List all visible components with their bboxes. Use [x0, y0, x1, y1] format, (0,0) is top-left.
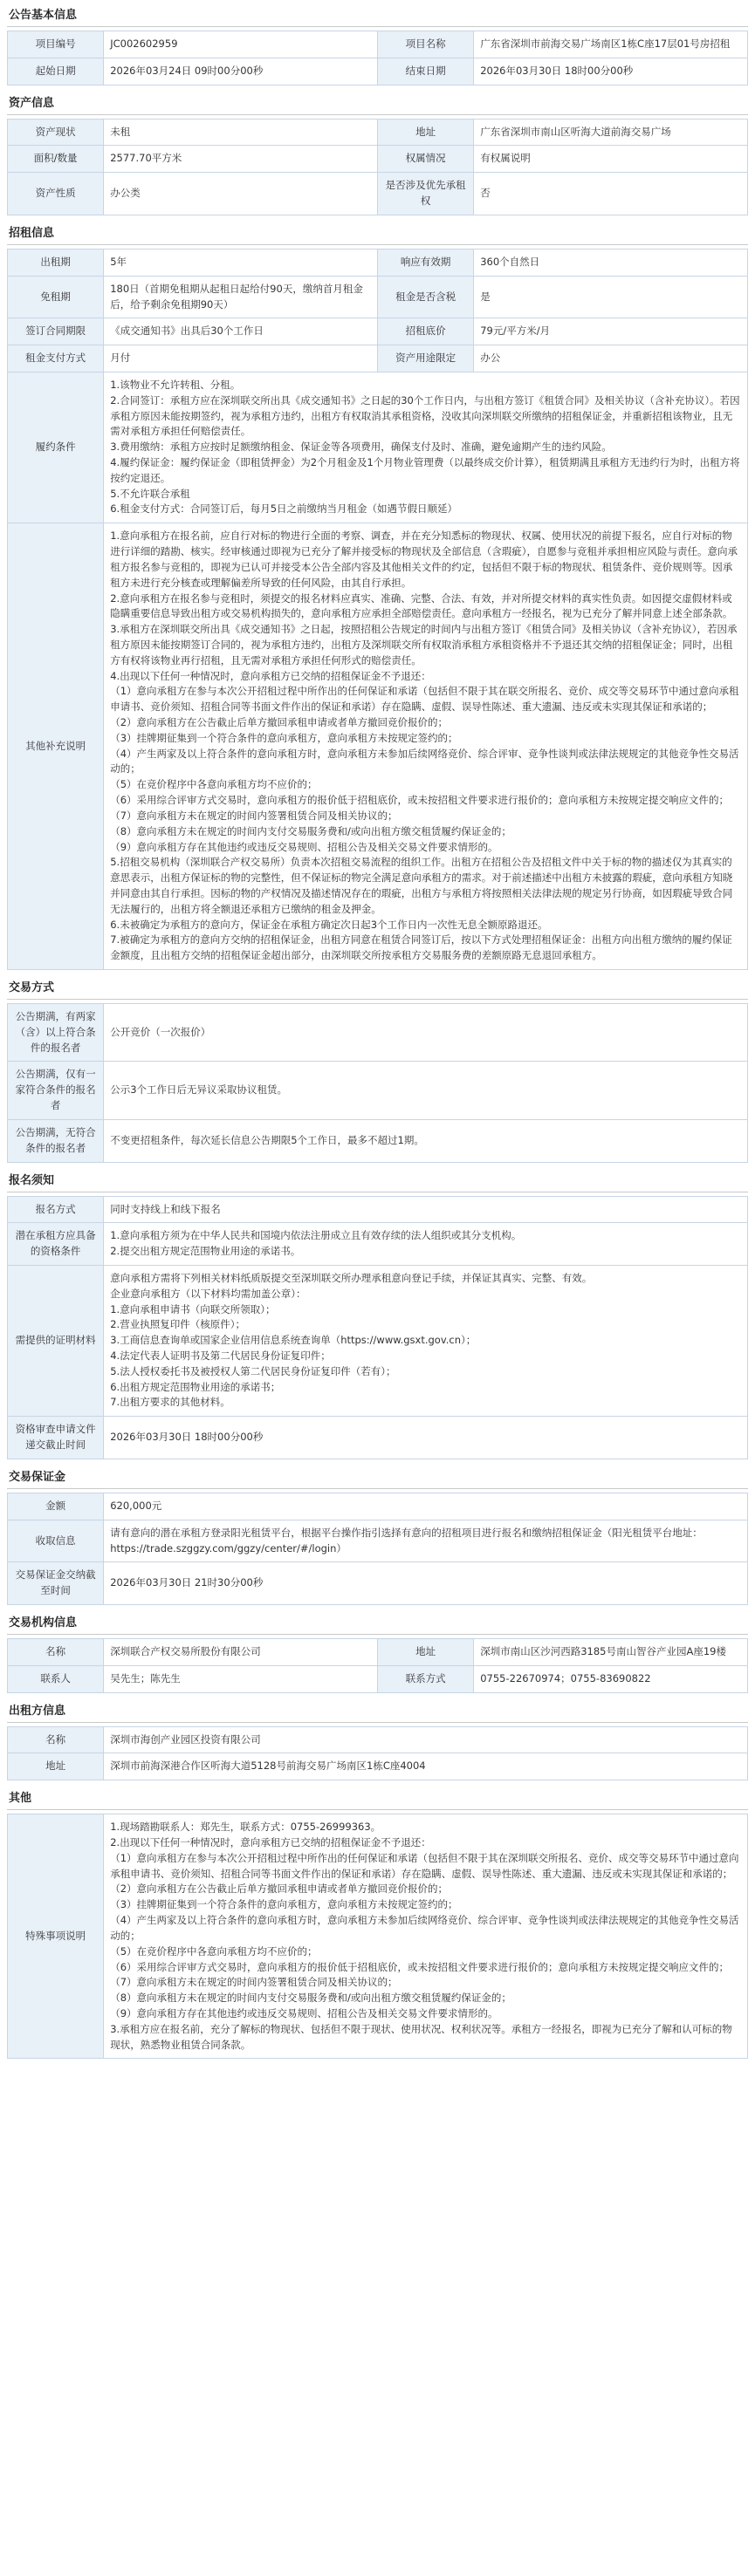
agency-contact: 吴先生；陈先生: [104, 1665, 378, 1692]
owner-address: 深圳市前海深港合作区听海大道5128号前海交易广场南区1栋C座4004: [104, 1753, 748, 1780]
field-label: 资产现状: [8, 119, 104, 146]
section-title: 交易保证金: [7, 1466, 748, 1489]
end-date: 2026年03月30日 18时00分00秒: [474, 58, 748, 85]
owner-table: [7, 1726, 748, 1781]
special-notes: 1.现场踏勘联系人：郑先生，联系方式：0755-26999363。 2.出现以下任何一种情况时，意向承租方已交纳的招租保证金不予退还： （1）意向承租方在参与本次公开招租过程中所作出的任何保证和承诺（包括但不限于其在深圳联交所报名、竞价、成交等交易环节中通过意向承租申请书、竞价须知、招租合同等书面文件作出的保证和承诺）存在隐瞒、虚假、误导性陈述、重大遗漏、违反或未实现其保证和承诺的； （2）意向承租方在公告截止后单方撤回承租申请或者单方撤回竞价报价的； （3）挂牌期征集到一个符合条件的意向承租方，意向承租方未按规定签约的； （4）产生两家及以上符合条件的意向承租方时，意向承租方未参加后续网络竞价、综合评审、竞争性谈判或法律法规规定的其他竞争性交易活动的； （5）在竞价程序中各意向承租方均不应价的； （6）采用综合评审方式交易时，意向承租方的报价低于招租底价，或未按招租文件要求进行报价的；意向承租方未按规定提交响应文件的； （7）意向承租方未在规定的时间内签署租赁合同及相关协议的； （8）意向承租方未在规定的时间内支付交易服务费和/或向出租方缴交租赁履约保证金的； （9）意向承租方存在其他违约或违反交易规则、招租公告及相关交易文件要求情形的。 3.承租方应在报名前，充分了解标的物现状、包括但不限于现状、使用状况、权利状况等。承租方一经报名，即视为已充分了解和认可标的物现状，熟悉物业租赁合同条款。: [104, 1814, 748, 2059]
required-materials: 意向承租方需将下列相关材料纸质版提交至深圳联交所办理承租意向登记手续，并保证其真实、完整、有效。 企业意向承租方（以下材料均需加盖公章）： 1.意向承租申请书（向联交所领取）； 2.营业执照复印件（核原件）； 3.工商信息查询单或国家企业信用信息系统查询单（https://www.gsxt.gov.cn）； 4.法定代表人证明书及第二代居民身份证复印件； 5.法人授权委托书及被授权人第二代居民身份证复印件（若有）； 6.出租方规定范围物业用途的承诺书； 7.出租方要求的其他材料。: [104, 1265, 748, 1416]
payment-method: 月付: [104, 345, 378, 372]
section-title: 公告基本信息: [7, 3, 748, 27]
asset-status: 未租: [104, 119, 378, 146]
field-label: 其他补充说明: [8, 523, 104, 970]
lease-table: [7, 249, 748, 970]
asset-address: 广东省深圳市南山区听海大道前海交易广场: [474, 119, 748, 146]
field-label: 签订合同期限: [8, 318, 104, 345]
table-row: [8, 1520, 748, 1562]
table-row: [8, 173, 748, 215]
table-row: [8, 1196, 748, 1223]
table-row: [8, 1119, 748, 1162]
collection-info: 请有意向的潜在承租方登录阳光租赁平台，根据平台操作指引选择有意向的招租项目进行报名和缴纳招租保证金（阳光租赁平台地址：https://trade.szggzy.com/ggzy/center/#/login）: [104, 1520, 748, 1562]
field-label: 公告期满，无符合条件的报名者: [8, 1119, 104, 1162]
table-row: [8, 249, 748, 276]
rent-free-period: 180日（首期免租期从起租日起给付90天，缴纳首月租金后，给予剩余免租期90天）: [104, 276, 378, 318]
asset-type: 办公类: [104, 173, 378, 215]
trade-table: [7, 1003, 748, 1163]
table-row: [8, 523, 748, 970]
trade-method-single: 公示3个工作日后无异议采取协议租赁。: [104, 1062, 748, 1119]
field-label: 履约条件: [8, 372, 104, 523]
field-label: 起始日期: [8, 58, 104, 85]
field-label: 项目名称: [377, 31, 473, 58]
submission-deadline: 2026年03月30日 18时00分00秒: [104, 1417, 748, 1459]
field-label: 名称: [8, 1638, 104, 1665]
table-row: [8, 345, 748, 372]
field-label: 租金支付方式: [8, 345, 104, 372]
signup-table: [7, 1196, 748, 1459]
agency-name: 深圳联合产权交易所股份有限公司: [104, 1638, 378, 1665]
misc-section: [7, 1787, 748, 2059]
agency-phone: 0755-22670974；0755-83690822: [474, 1665, 748, 1692]
reserve-price: 79元/平方米/月: [474, 318, 748, 345]
agency-section: [7, 1611, 748, 1693]
asset-area: 2577.70平方米: [104, 146, 378, 173]
table-row: [8, 119, 748, 146]
field-label: 资产性质: [8, 173, 104, 215]
field-label: 特殊事项说明: [8, 1814, 104, 2059]
announcement-table: [7, 31, 748, 85]
table-row: [8, 1562, 748, 1605]
table-row: [8, 1062, 748, 1119]
field-label: 是否涉及优先承租权: [377, 173, 473, 215]
misc-table: [7, 1814, 748, 2059]
table-row: [8, 318, 748, 345]
field-label: 联系人: [8, 1665, 104, 1692]
field-label: 公告期满，仅有一家符合条件的报名者: [8, 1062, 104, 1119]
tax-included: 是: [474, 276, 748, 318]
section-title: 资产信息: [7, 92, 748, 115]
field-label: 潜在承租方应具备的资格条件: [8, 1223, 104, 1266]
lease-term: 5年: [104, 249, 378, 276]
start-date: 2026年03月24日 09时00分00秒: [104, 58, 378, 85]
table-row: [8, 1814, 748, 2059]
agency-address: 深圳市南山区沙河西路3185号南山智谷产业园A座19楼: [474, 1638, 748, 1665]
field-label: 响应有效期: [377, 249, 473, 276]
field-label: 地址: [8, 1753, 104, 1780]
announcement-section: [7, 3, 748, 85]
deposit-table: [7, 1493, 748, 1605]
field-label: 名称: [8, 1726, 104, 1753]
section-title: 招租信息: [7, 222, 748, 245]
field-label: 免租期: [8, 276, 104, 318]
field-label: 公告期满，有两家（含）以上符合条件的报名者: [8, 1004, 104, 1062]
agency-table: [7, 1638, 748, 1693]
field-label: 需提供的证明材料: [8, 1265, 104, 1416]
table-row: [8, 372, 748, 523]
table-row: [8, 31, 748, 58]
deposit-section: [7, 1466, 748, 1605]
table-row: [8, 1753, 748, 1780]
section-title: 报名须知: [7, 1169, 748, 1192]
field-label: 资产用途限定: [377, 345, 473, 372]
signup-section: [7, 1169, 748, 1459]
table-row: [8, 1638, 748, 1665]
table-row: [8, 1004, 748, 1062]
project-code: JC002602959: [104, 31, 378, 58]
table-row: [8, 58, 748, 85]
usage-limit: 办公: [474, 345, 748, 372]
contract-deadline: 《成交通知书》出具后30个工作日: [104, 318, 378, 345]
owner-name: 深圳市海创产业园区投资有限公司: [104, 1726, 748, 1753]
field-label: 收取信息: [8, 1520, 104, 1562]
performance-terms: 1.该物业不允许转租、分租。 2.合同签订：承租方应在深圳联交所出具《成交通知书》之日起的30个工作日内，与出租方签订《租赁合同》及相关协议（含补充协议）。若因承租方原因未能按期签约，视为承租方违约，出租方有权取消其承租资格，没收其向深圳联交所缴纳的招租保证金，并重新招租该物业，且无需对承租方承担任何赔偿责任。 3.费用缴纳：承租方应按时足额缴纳租金、保证金等各项费用，确保支付及时、准确，避免逾期产生的违约风险。 4.履约保证金：履约保证金（即租赁押金）为2个月租金及1个月物业管理费（以最终成交价计算），租赁期满且承租方无违约行为时，出租方将按约定退还。 5.不允许联合承租 6.租金支付方式：合同签订后，每月5日之前缴纳当月租金（如遇节假日顺延）: [104, 372, 748, 523]
field-label: 地址: [377, 1638, 473, 1665]
deposit-deadline: 2026年03月30日 21时30分00秒: [104, 1562, 748, 1605]
other-notes: 1.意向承租方在报名前，应自行对标的物进行全面的考察、调查，并在充分知悉标的物现状、权属、使用状况的前提下报名，应自行对标的物进行详细的踏勘、核实。经审核通过即视为已充分了解并接受标的物现状及全部信息（含瑕疵），自愿参与竞租并承担相应风险与责任。意向承租方报名参与竞租的，即视为已认可并接受本公告全部内容及其他相关文件的约定，包括但不限于标的物现状、租赁条件、竞价规则等。因承租方未进行充分核查或理解偏差所导致的任何风险，由其自行承担。 2.意向承租方在报名参与竞租时，须提交的报名材料应真实、准确、完整、合法、有效，并对所提交材料的真实性负责。如因提交虚假材料或隐瞒重要信息导致出租方或交易机构损失的，意向承租方应承担全部赔偿责任。意向承租方一经报名，视为已充分了解并同意上述全部条款。 3.承租方在深圳联交所出具《成交通知书》之日起，按照招租公告规定的时间内与出租方签订《租赁合同》及相关协议（含补充协议），若因承租方原因未能按期签订合同的，视为承租方违约，出租方及深圳联交所有权取消承租方承租资格并不予退还其交纳的招租保证金；同时，出租方有权将该物业再行招租，且无需对承租方承担任何形式的赔偿责任。 4.出现以下任何一种情况时，意向承租方已交纳的招租保证金不予退还： （1）意向承租方在参与本次公开招租过程中所作出的任何保证和承诺（包括但不限于其在联交所报名、竞价、成交等交易环节中通过意向承租申请书、竞价须知、招租合同等书面文件作出的保证和承诺）存在隐瞒、虚假、误导性陈述、重大遗漏、违反或未实现其保证和承诺的； （2）意向承租方在公告截止后单方撤回承租申请或者单方撤回竞价报价的； （3）挂牌期征集到一个符合条件的意向承租方，意向承租方未按规定签约的； （4）产生两家及以上符合条件的意向承租方时，意向承租方未参加后续网络竞价、综合评审、竞争性谈判或法律法规规定的其他竞争性交易活动的； （5）在竞价程序中各意向承租方均不应价的； （6）采用综合评审方式交易时，意向承租方的报价低于招租底价，或未按招租文件要求进行报价的；意向承租方未按规定提交响应文件的； （7）意向承租方未在规定的时间内签署租赁合同及相关协议的； （8）意向承租方未在规定的时间内支付交易服务费和/或向出租方缴交租赁履约保证金的； （9）意向承租方存在其他违约或违反交易规则、招租公告及相关交易文件要求情形的。 5.招租交易机构（深圳联合产权交易所）负责本次招租交易流程的组织工作。出租方在招租公告及招租文件中关于标的物的描述仅为其真实的意思表示，出租方保证标的物的完整性，但不保证标的物完全满足意向承租方的需求。对于前述描述中出租方未披露的瑕疵，意向承租方知晓并同意由其自行承担。因标的物的产权情况及描述情况存在的瑕疵，出租方与承租方将按照相关法律法规的规定另行协商，如因瑕疵导致合同无法履行的，出租方将全额退还承租方已缴纳的租金及押金。 6.未被确定为承租方的意向方，保证金在承租方确定次日起3个工作日内一次性无息全额原路退还。 7.被确定为承租方的意向方交纳的招租保证金，出租方同意在租赁合同签订后，按以下方式处理招租保证金：出租方向出租方缴纳的履约保证金额度，且出租方交纳的招租保证金超出部分，由深圳联交所按承租方交易服务费的差额原路无息退回承租方。: [104, 523, 748, 970]
field-label: 招租底价: [377, 318, 473, 345]
lease-section: [7, 222, 748, 970]
table-row: [8, 1665, 748, 1692]
field-label: 项目编号: [8, 31, 104, 58]
table-row: [8, 1223, 748, 1266]
field-label: 租金是否含税: [377, 276, 473, 318]
field-label: 交易保证金交纳截至时间: [8, 1562, 104, 1605]
field-label: 报名方式: [8, 1196, 104, 1223]
table-row: [8, 1726, 748, 1753]
field-label: 出租期: [8, 249, 104, 276]
section-title: 交易方式: [7, 976, 748, 1000]
trade-section: [7, 976, 748, 1163]
field-label: 资格审查申请文件递交截止时间: [8, 1417, 104, 1459]
ownership: 有权属说明: [474, 146, 748, 173]
owner-section: [7, 1699, 748, 1781]
field-label: 联系方式: [377, 1665, 473, 1692]
signup-method: 同时支持线上和线下报名: [104, 1196, 748, 1223]
response-validity: 360个自然日: [474, 249, 748, 276]
trade-method-none: 不变更招租条件，每次延长信息公告期限5个工作日，最多不超过1期。: [104, 1119, 748, 1162]
priority-lease: 否: [474, 173, 748, 215]
table-row: [8, 146, 748, 173]
project-name: 广东省深圳市前海交易广场南区1栋C座17层01号房招租: [474, 31, 748, 58]
asset-section: [7, 92, 748, 215]
table-row: [8, 276, 748, 318]
table-row: [8, 1417, 748, 1459]
table-row: [8, 1493, 748, 1520]
field-label: 面积/数量: [8, 146, 104, 173]
trade-method-multi: 公开竞价（一次报价）: [104, 1004, 748, 1062]
field-label: 金额: [8, 1493, 104, 1520]
field-label: 地址: [377, 119, 473, 146]
section-title: 交易机构信息: [7, 1611, 748, 1635]
field-label: 权属情况: [377, 146, 473, 173]
asset-table: [7, 119, 748, 215]
section-title: 其他: [7, 1787, 748, 1810]
deposit-amount: 620,000元: [104, 1493, 748, 1520]
qualification: 1.意向承租方须为在中华人民共和国境内依法注册成立且有效存续的法人组织或其分支机构。 2.提交出租方规定范围物业用途的承诺书。: [104, 1223, 748, 1266]
field-label: 结束日期: [377, 58, 473, 85]
table-row: [8, 1265, 748, 1416]
section-title: 出租方信息: [7, 1699, 748, 1723]
